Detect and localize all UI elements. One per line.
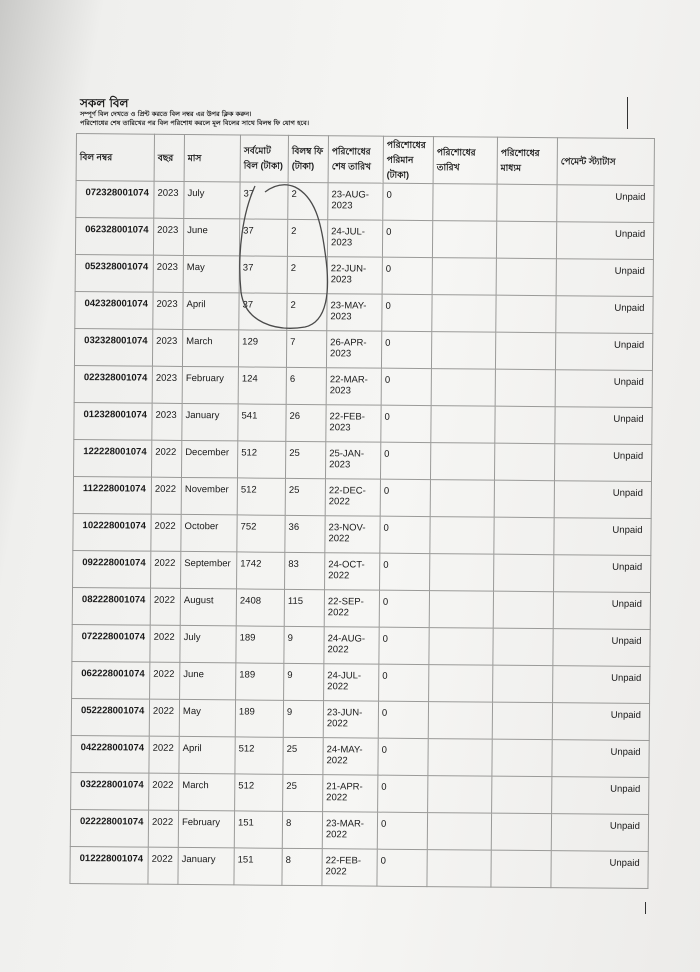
bill-number-cell[interactable]: 112228001074 <box>73 476 151 514</box>
table-row <box>74 439 652 481</box>
paid-amount-cell: 0 <box>382 220 432 257</box>
month-cell: August <box>180 588 236 625</box>
payment-status-cell: Unpaid <box>551 851 648 889</box>
year-cell: 2022 <box>149 736 179 773</box>
paid-method-cell <box>493 628 553 666</box>
bill-number-cell[interactable]: 072328001074 <box>76 181 154 219</box>
paid-amount-cell: 0 <box>379 590 429 627</box>
late-fee-cell: 25 <box>283 737 323 774</box>
month-cell: September <box>181 551 237 588</box>
paid-amount-cell: 0 <box>383 183 433 220</box>
paid-date-cell <box>430 443 494 481</box>
paid-date-cell <box>433 184 497 222</box>
paid-amount-cell: 0 <box>382 294 432 331</box>
year-cell: 2022 <box>148 847 178 884</box>
bill-number-cell[interactable]: 062228001074 <box>72 661 150 699</box>
year-cell: 2022 <box>150 662 180 699</box>
paid-amount-cell: 0 <box>377 849 427 886</box>
bill-number-cell[interactable]: 012328001074 <box>74 402 152 440</box>
month-cell: January <box>182 403 238 440</box>
table-row <box>70 809 648 851</box>
bill-number-cell[interactable]: 042328001074 <box>75 291 153 329</box>
table-row <box>73 513 651 555</box>
table-row <box>75 218 653 260</box>
paid-method-cell <box>491 850 551 888</box>
year-cell: 2023 <box>153 218 183 255</box>
paid-amount-cell: 0 <box>379 627 429 664</box>
table-header-row <box>76 134 654 186</box>
due-date-cell: 23-MAR-2022 <box>322 812 377 849</box>
page-header <box>80 96 640 128</box>
late-fee-cell: 26 <box>286 404 326 441</box>
month-cell: May <box>179 699 235 736</box>
year-cell: 2023 <box>154 181 184 218</box>
paid-method-cell <box>494 480 554 518</box>
total-bill-cell: 129 <box>238 330 286 367</box>
year-cell: 2022 <box>151 514 181 551</box>
paid-method-cell <box>491 813 551 851</box>
bill-number-cell[interactable]: 072228001074 <box>72 624 150 662</box>
payment-status-cell: Unpaid <box>554 518 651 556</box>
month-cell: June <box>180 662 236 699</box>
paid-amount-cell: 0 <box>380 516 430 553</box>
late-fee-cell: 2 <box>288 182 328 219</box>
paid-amount-cell: 0 <box>381 405 431 442</box>
paid-date-cell <box>428 776 492 814</box>
col-paid-method: পরিশোধের মাধ্যম <box>497 137 557 185</box>
bill-number-cell[interactable]: 022228001074 <box>70 809 148 847</box>
late-fee-cell: 6 <box>286 367 326 404</box>
paid-date-cell <box>432 258 496 296</box>
due-date-cell: 24-OCT-2022 <box>325 553 380 590</box>
paid-amount-cell: 0 <box>378 701 428 738</box>
month-cell: April <box>183 292 239 329</box>
total-bill-cell: 1742 <box>237 552 285 589</box>
table-row <box>75 254 653 296</box>
paid-date-cell <box>429 591 493 629</box>
year-cell: 2022 <box>149 773 179 810</box>
month-cell: July <box>184 181 240 218</box>
late-fee-cell: 9 <box>284 663 324 700</box>
total-bill-cell: 541 <box>238 404 286 441</box>
due-date-cell: 24-AUG-2022 <box>324 627 379 664</box>
late-fee-cell: 2 <box>287 256 327 293</box>
late-fee-cell: 8 <box>282 848 322 885</box>
year-cell: 2022 <box>151 440 181 477</box>
late-fee-cell: 25 <box>285 478 325 515</box>
total-bill-cell: 189 <box>236 626 284 663</box>
paid-date-cell <box>428 739 492 777</box>
paid-amount-cell: 0 <box>377 812 427 849</box>
paid-date-cell <box>427 850 491 888</box>
due-date-cell: 26-APR-2023 <box>326 331 381 368</box>
table-row <box>74 328 652 370</box>
due-date-cell: 22-FEB-2022 <box>322 849 377 886</box>
month-cell: March <box>179 773 235 810</box>
month-cell: June <box>183 218 239 255</box>
due-date-cell: 22-MAR-2023 <box>326 368 381 405</box>
late-fee-cell: 2 <box>287 219 327 256</box>
paid-amount-cell: 0 <box>378 775 428 812</box>
year-cell: 2022 <box>151 551 181 588</box>
payment-status-cell: Unpaid <box>552 777 649 815</box>
bill-number-cell[interactable]: 102228001074 <box>73 513 151 551</box>
year-cell: 2023 <box>152 403 182 440</box>
table-row <box>72 661 650 703</box>
due-date-cell: 24-JUL-2022 <box>324 664 379 701</box>
bill-number-cell[interactable]: 032328001074 <box>74 328 152 366</box>
col-bill-no: বিল নম্বর <box>76 134 154 182</box>
due-date-cell: 21-APR-2022 <box>323 775 378 812</box>
col-late-fee: বিলম্ব ফি (টাকা) <box>288 135 328 182</box>
due-date-cell: 22-SEP-2022 <box>324 590 379 627</box>
month-cell: March <box>182 329 238 366</box>
paid-method-cell <box>493 665 553 703</box>
year-cell: 2023 <box>153 292 183 329</box>
paid-method-cell <box>496 258 556 296</box>
table-row <box>76 181 654 223</box>
total-bill-cell: 189 <box>235 700 283 737</box>
total-bill-cell: 37 <box>239 256 287 293</box>
paid-date-cell <box>431 332 495 370</box>
paid-method-cell <box>496 221 556 259</box>
paid-date-cell <box>430 480 494 518</box>
due-date-cell: 25-JAN-2023 <box>325 442 380 479</box>
paid-date-cell <box>430 554 494 592</box>
paid-date-cell <box>431 406 495 444</box>
paid-method-cell <box>494 443 554 481</box>
late-fee-cell: 9 <box>283 700 323 737</box>
table-row <box>74 402 652 444</box>
table-row <box>71 772 649 814</box>
col-paid-amount: পরিশোধের পরিমান (টাকা) <box>383 136 433 183</box>
paid-amount-cell: 0 <box>382 257 432 294</box>
year-cell: 2022 <box>151 477 181 514</box>
col-paid-date: পরিশোধের তারিখ <box>433 137 497 185</box>
paid-date-cell <box>432 295 496 333</box>
payment-status-cell: Unpaid <box>555 370 652 408</box>
year-cell: 2022 <box>150 625 180 662</box>
col-total: সর্বমোট বিল (টাকা) <box>240 135 288 182</box>
year-cell: 2022 <box>148 810 178 847</box>
late-fee-cell: 7 <box>286 330 326 367</box>
paid-amount-cell: 0 <box>379 664 429 701</box>
payment-status-cell: Unpaid <box>554 555 651 593</box>
col-year: বছর <box>154 134 184 181</box>
month-cell: December <box>181 440 237 477</box>
total-bill-cell: 151 <box>234 811 282 848</box>
payment-status-cell: Unpaid <box>554 481 651 519</box>
year-cell: 2023 <box>152 329 182 366</box>
late-fee-cell: 36 <box>285 515 325 552</box>
bills-table <box>69 133 655 889</box>
bill-number-cell[interactable]: 012228001074 <box>70 846 148 884</box>
table-row <box>71 698 649 740</box>
paid-date-cell <box>429 628 493 666</box>
year-cell: 2022 <box>149 699 179 736</box>
paid-amount-cell: 0 <box>381 331 431 368</box>
payment-status-cell: Unpaid <box>555 333 652 371</box>
paid-method-cell <box>494 554 554 592</box>
bill-number-cell[interactable]: 082228001074 <box>72 587 150 625</box>
paid-method-cell <box>497 184 557 222</box>
due-date-cell: 24-MAY-2022 <box>323 738 378 775</box>
handwritten-circle <box>235 182 335 332</box>
payment-status-cell: Unpaid <box>552 703 649 741</box>
table-row <box>71 735 649 777</box>
total-bill-cell: 2408 <box>236 589 284 626</box>
total-bill-cell: 37 <box>240 182 288 219</box>
paid-method-cell <box>495 369 555 407</box>
late-fee-cell: 2 <box>287 293 327 330</box>
payment-status-cell: Unpaid <box>557 185 654 223</box>
paid-amount-cell: 0 <box>380 442 430 479</box>
month-cell: February <box>178 810 234 847</box>
margin-line-top <box>627 97 628 129</box>
total-bill-cell: 512 <box>237 441 285 478</box>
paid-date-cell <box>428 702 492 740</box>
table-row <box>72 587 650 629</box>
table-row <box>70 846 648 888</box>
payment-status-cell: Unpaid <box>556 259 653 297</box>
table-row <box>73 550 651 592</box>
paid-method-cell <box>493 591 553 629</box>
total-bill-cell: 124 <box>238 367 286 404</box>
payment-status-cell: Unpaid <box>553 666 650 704</box>
paid-amount-cell: 0 <box>381 368 431 405</box>
due-date-cell: 22-DEC-2022 <box>325 479 380 516</box>
paid-amount-cell: 0 <box>378 738 428 775</box>
payment-status-cell: Unpaid <box>551 814 648 852</box>
paid-date-cell <box>431 369 495 407</box>
instruction-note: সম্পূর্ণ বিল দেখতে ও প্রিন্ট করতে বিল নম্বর এর উপর ক্লিক করুন। <box>80 110 252 118</box>
late-fee-note: পরিশোধের শেষ তারিখের পর বিল পরিশোধ করলে মূল বিলের সাথে বিলম্ব ফি যোগ হবে। <box>80 119 310 127</box>
paid-amount-cell: 0 <box>380 553 430 590</box>
bill-number-cell[interactable]: 052328001074 <box>75 254 153 292</box>
month-cell: October <box>181 514 237 551</box>
late-fee-cell: 9 <box>284 626 324 663</box>
total-bill-cell: 512 <box>235 774 283 811</box>
payment-status-cell: Unpaid <box>554 444 651 482</box>
month-cell: July <box>180 625 236 662</box>
due-date-cell: 22-FEB-2023 <box>326 405 381 442</box>
col-month: মাস <box>184 134 240 181</box>
paid-method-cell <box>494 517 554 555</box>
payment-status-cell: Unpaid <box>552 740 649 778</box>
paid-method-cell <box>492 739 552 777</box>
table-row <box>75 291 653 333</box>
bill-number-cell[interactable]: 122228001074 <box>74 439 152 477</box>
month-cell: February <box>182 366 238 403</box>
margin-line-bottom <box>645 902 646 914</box>
paid-amount-cell: 0 <box>380 479 430 516</box>
total-bill-cell: 512 <box>237 478 285 515</box>
paid-date-cell <box>432 221 496 259</box>
late-fee-cell: 8 <box>282 811 322 848</box>
table-row <box>73 476 651 518</box>
month-cell: November <box>181 477 237 514</box>
paid-date-cell <box>427 813 491 851</box>
due-date-cell: 23-MAY-2023 <box>327 294 382 331</box>
paid-method-cell <box>496 295 556 333</box>
due-date-cell: 23-JUN-2022 <box>323 701 378 738</box>
year-cell: 2022 <box>150 588 180 625</box>
bill-number-cell[interactable]: 042228001074 <box>71 735 149 773</box>
bill-number-cell[interactable]: 032228001074 <box>71 772 149 810</box>
page-title: সকল বিল <box>80 96 129 110</box>
late-fee-cell: 115 <box>284 589 324 626</box>
due-date-cell: 23-NOV-2022 <box>325 516 380 553</box>
total-bill-cell: 512 <box>235 737 283 774</box>
paid-method-cell <box>492 776 552 814</box>
payment-status-cell: Unpaid <box>553 629 650 667</box>
due-date-cell: 23-AUG-2023 <box>328 183 383 220</box>
year-cell: 2023 <box>153 255 183 292</box>
due-date-cell: 22-JUN-2023 <box>327 257 382 294</box>
bill-number-cell[interactable]: 062328001074 <box>75 218 153 256</box>
payment-status-cell: Unpaid <box>556 296 653 334</box>
paid-method-cell <box>495 332 555 370</box>
total-bill-cell: 189 <box>236 663 284 700</box>
table-row <box>72 624 650 666</box>
year-cell: 2023 <box>152 366 182 403</box>
payment-status-cell: Unpaid <box>553 592 650 630</box>
col-status: পেমেন্ট স্ট্যাটাস <box>557 138 654 186</box>
total-bill-cell: 752 <box>237 515 285 552</box>
payment-status-cell: Unpaid <box>555 407 652 445</box>
month-cell: April <box>179 736 235 773</box>
paid-date-cell <box>430 517 494 555</box>
late-fee-cell: 25 <box>285 441 325 478</box>
month-cell: January <box>178 847 234 884</box>
late-fee-cell: 25 <box>283 774 323 811</box>
bill-number-cell[interactable]: 022328001074 <box>74 365 152 403</box>
due-date-cell: 24-JUL-2023 <box>327 220 382 257</box>
paid-method-cell <box>492 702 552 740</box>
payment-status-cell: Unpaid <box>556 222 653 260</box>
paid-method-cell <box>495 406 555 444</box>
paid-date-cell <box>429 665 493 703</box>
col-due-date: পরিশোধের শেষ তারিখ <box>328 136 383 183</box>
month-cell: May <box>183 255 239 292</box>
table-row <box>74 365 652 407</box>
total-bill-cell: 37 <box>239 293 287 330</box>
bill-number-cell[interactable]: 052228001074 <box>71 698 149 736</box>
total-bill-cell: 37 <box>239 219 287 256</box>
late-fee-cell: 83 <box>285 552 325 589</box>
bill-number-cell[interactable]: 092228001074 <box>73 550 151 588</box>
total-bill-cell: 151 <box>234 848 282 885</box>
